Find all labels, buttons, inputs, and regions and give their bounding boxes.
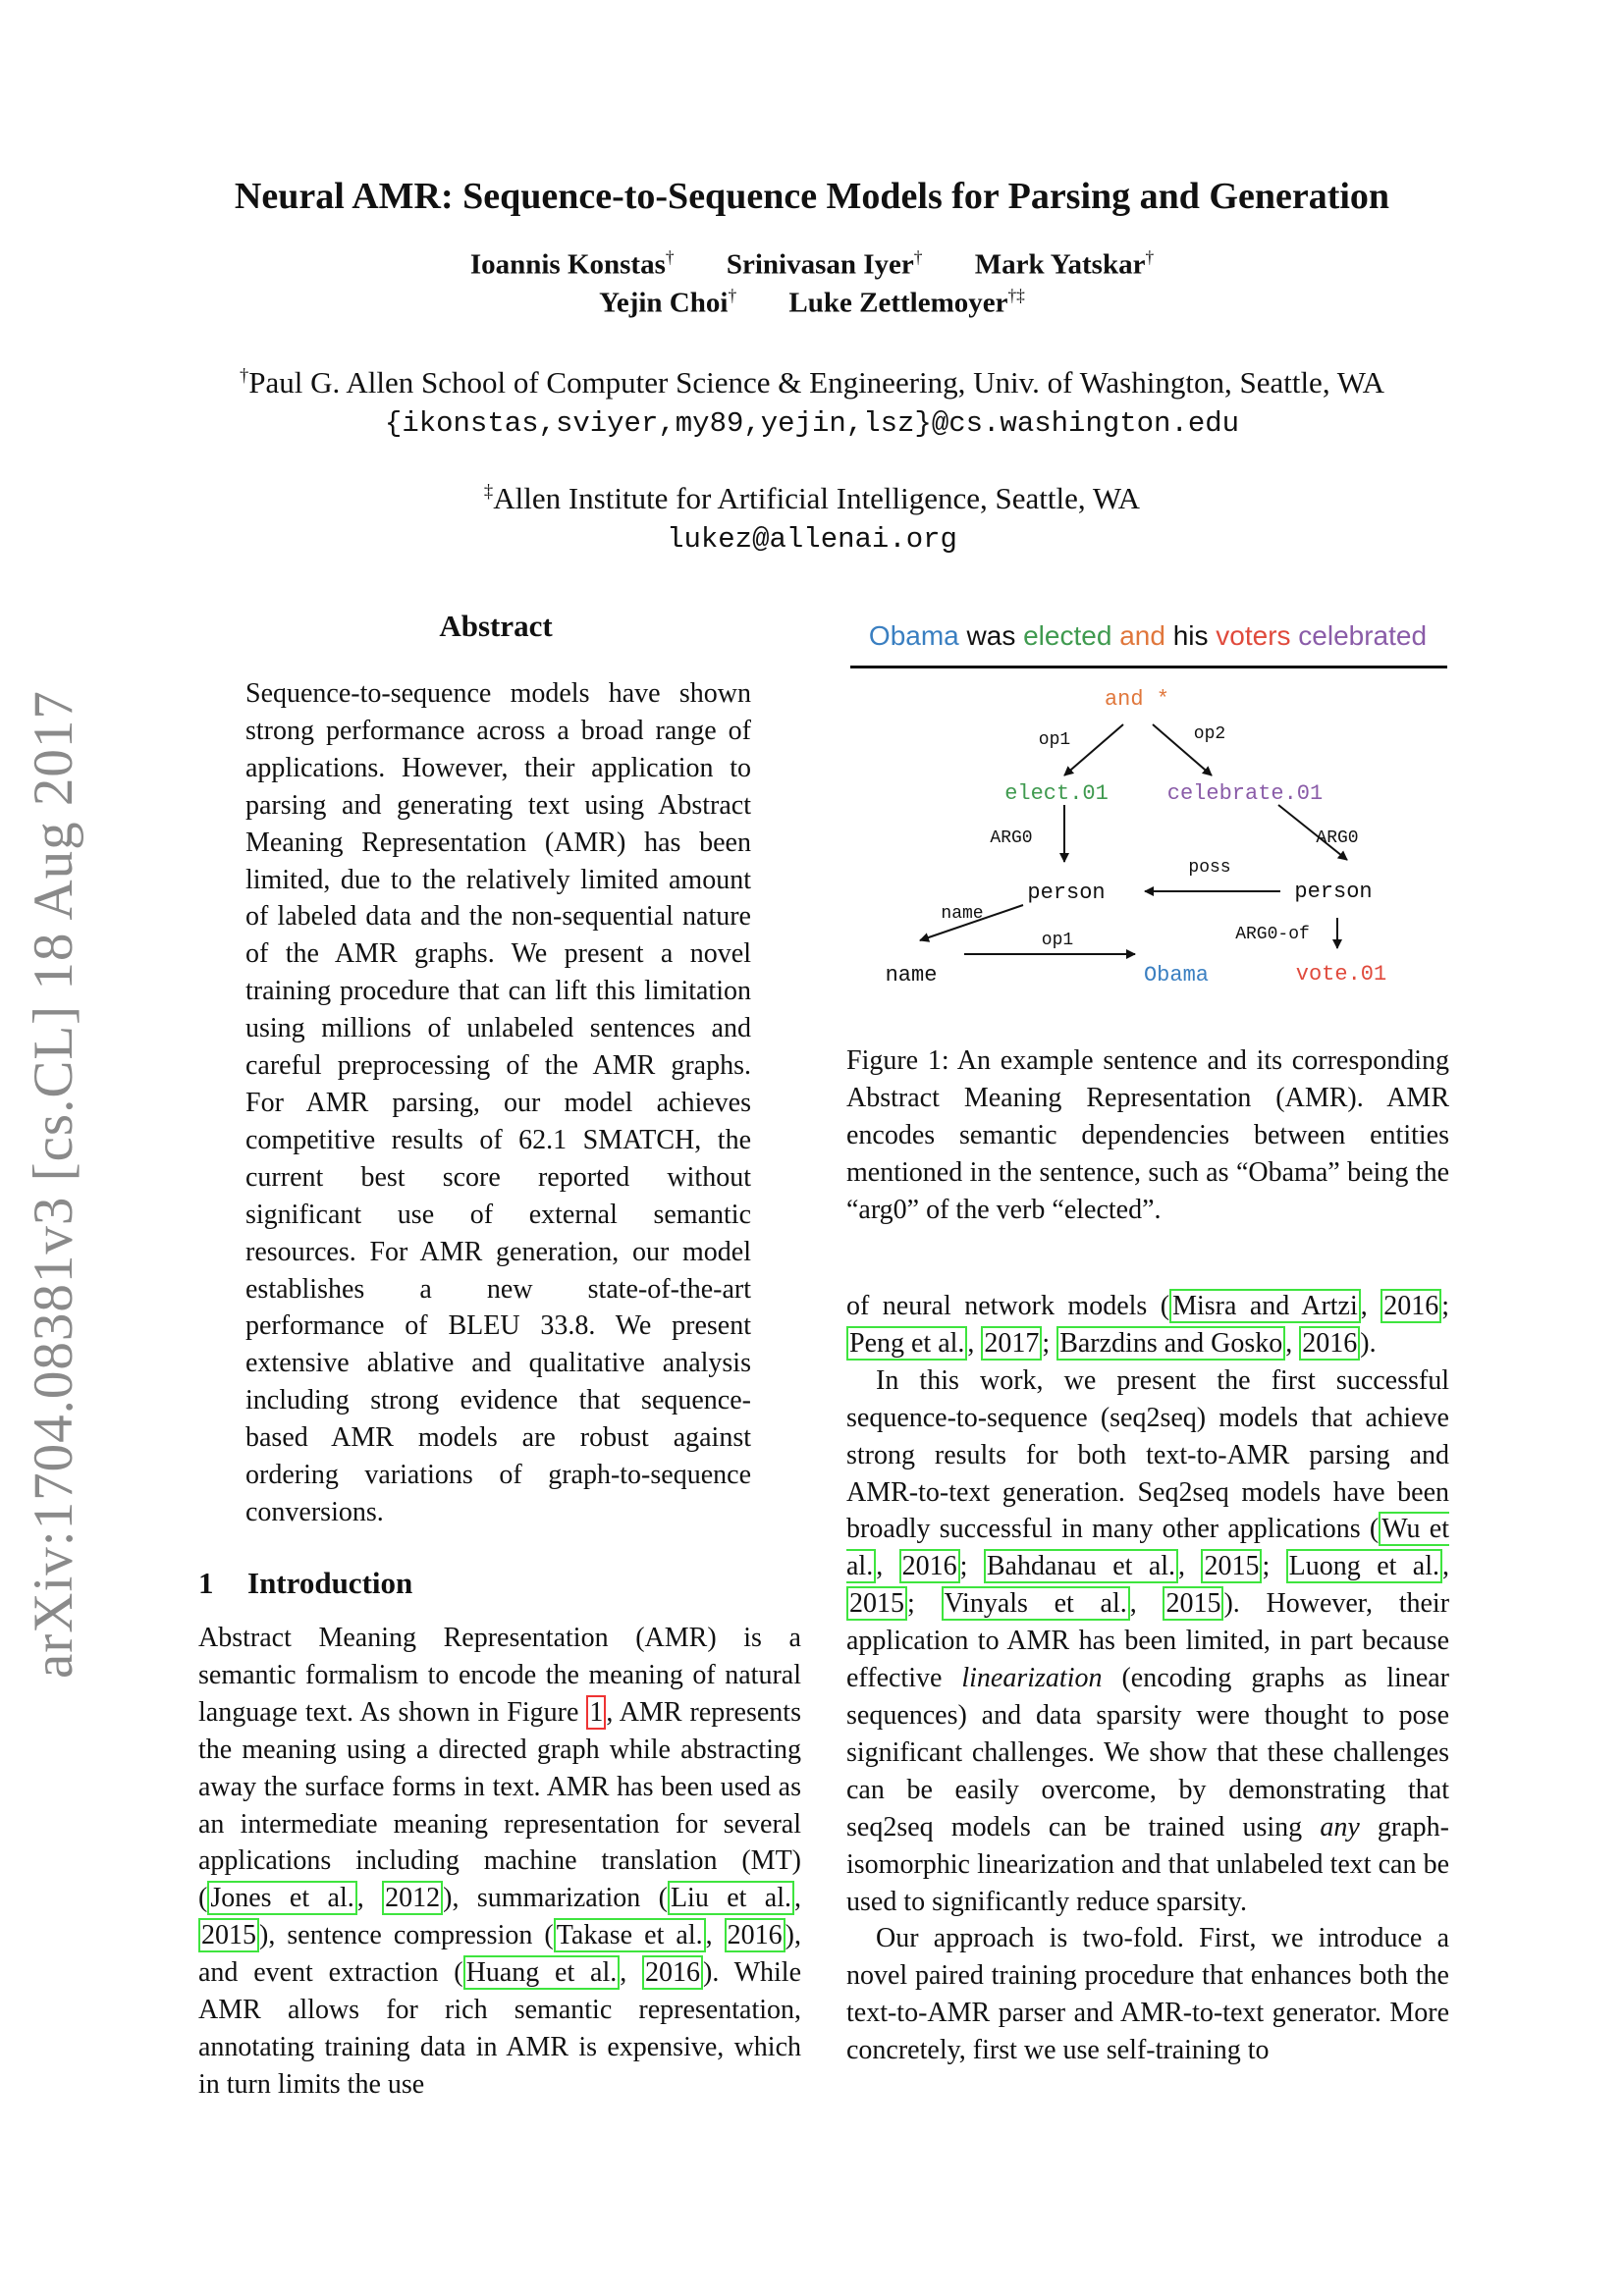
intro-right-column [846, 1288, 1449, 2069]
author-name: Srinivasan Iyer [726, 248, 914, 281]
citation-link[interactable]: Luong et al. [1286, 1549, 1442, 1583]
citation-year-link[interactable]: 2016 [1380, 1289, 1441, 1323]
sentence-word: and [1119, 620, 1165, 651]
edge-label: poss [1188, 858, 1231, 878]
citation-link[interactable]: Jones et al. [207, 1881, 356, 1915]
edge-label: ARG0 [1316, 828, 1359, 848]
citation-link[interactable]: Bahdanau et al. [984, 1549, 1178, 1583]
sentence-word: elected [1023, 620, 1112, 651]
citation-link[interactable]: Vinyals et al. [942, 1586, 1130, 1621]
affiliation-text: Allen Institute for Artificial Intelligence, Seattle, WA [493, 481, 1141, 515]
citation-year-link[interactable]: 2017 [981, 1326, 1042, 1361]
emphasis: linearization [961, 1663, 1103, 1694]
node-person-2: person [1294, 880, 1373, 904]
edge-label: ARG0-of [1235, 925, 1310, 944]
author-name: Yejin Choi [599, 287, 729, 319]
figure-ref[interactable]: 1 [586, 1695, 606, 1730]
intro-paragraph-3: Our approach is two-fold. First, we introduce a novel paired training procedure that enhances both the text-to-AMR parser and AMR-to-text generator. More concretely, first we use self-training to [846, 1923, 1449, 2066]
citation-year-link[interactable]: 2016 [725, 1918, 785, 1952]
figure-sentence [846, 620, 1449, 652]
citation-link[interactable]: Peng et al. [846, 1326, 967, 1361]
author-name: Mark Yatskar [974, 248, 1146, 281]
citation-year-link[interactable]: 2016 [642, 1955, 703, 1990]
citation-link[interactable]: Takase et al. [554, 1918, 706, 1952]
figure-rule [850, 666, 1447, 668]
node-celebrate: celebrate.01 [1166, 781, 1324, 806]
citation-year-link[interactable]: 2015 [846, 1586, 907, 1621]
figure-caption: Figure 1: An example sentence and its corresponding Abstract Meaning Representation (AMR). AMR encodes semantic dependencies between entities mentioned in the sentence, such as “Obama” being the “arg0” of the verb “elected”. [846, 1045, 1449, 1225]
edge-label: ARG0 [990, 828, 1033, 848]
citation-link[interactable]: Barzdins and Gosko [1056, 1326, 1285, 1361]
author-mark: † [913, 247, 923, 267]
edge-label: name [941, 904, 984, 924]
abstract-heading: Abstract [439, 609, 553, 643]
arxiv-stamp: arXiv:1704.08381v3 [cs.CL] 18 Aug 2017 [23, 690, 84, 1679]
author-mark: † [1145, 247, 1155, 267]
paper-title: Neural AMR: Sequence-to-Sequence Models for Parsing and Generation [234, 176, 1390, 217]
citation-year-link[interactable]: 2015 [1163, 1586, 1223, 1621]
author-name: Luke Zettlemoyer [788, 287, 1008, 319]
affiliation-text: Paul G. Allen School of Computer Science & Engineering, Univ. of Washington, Seattle, WA [248, 365, 1384, 400]
citation-link[interactable]: Misra and Artzi [1169, 1289, 1361, 1323]
edge-label: op1 [1041, 931, 1074, 950]
citation-link[interactable]: Huang et al. [463, 1955, 621, 1990]
intro-paragraph-continued: of neural network models ( Misra and Artzi , 2016 ; Peng et al. , 2017 ; Barzdins and Gosko , 2016 ). [846, 1291, 1450, 1359]
node-and: and * [1104, 687, 1170, 712]
section-heading [198, 1566, 412, 1601]
citation-year-link[interactable]: 2015 [1201, 1549, 1262, 1583]
node-vote: vote.01 [1295, 962, 1387, 987]
citation-year-link[interactable]: 2016 [1299, 1326, 1360, 1361]
sentence-word: his [1172, 620, 1209, 651]
citation-year-link[interactable]: 2012 [382, 1881, 443, 1915]
edge-label: op1 [1038, 730, 1071, 750]
affiliation-mark: ‡ [483, 481, 494, 503]
abstract-text: Sequence-to-sequence models have shown strong performance across a broad range of applications. However, their application to parsing and generating text using Abstract Meaning Representation (AMR) has been limited, due to the relatively limited amount of labeled data and the non-sequential nature of the AMR graphs. We present a novel training procedure that can lift this limitation using millions of unlabeled sentences and careful preprocessing of the AMR graphs. For AMR parsing, our model achieves competitive results of 62.1 SMATCH, the current best score reported without significant use of external semantic resources. For AMR generation, our model establishes a new state-of-the-art performance of BLEU 33.8. We present extensive ablative and qualitative analysis including strong evidence that sequence-based AMR models are robust against ordering variations of graph-to-sequence conversions. [245, 678, 751, 1527]
authors-line-2 [0, 286, 1624, 320]
author-name: Ioannis Konstas [469, 248, 666, 281]
author-mark: † [665, 247, 675, 267]
email-2: lukez@allenai.org [667, 523, 957, 556]
authors-line-1 [0, 247, 1624, 282]
citation-link[interactable]: Liu et al. [668, 1881, 794, 1915]
citation-link[interactable]: Wu et al. [846, 1514, 1449, 1582]
intro-left-column [198, 1620, 801, 2104]
section-title: Introduction [247, 1566, 413, 1600]
sentence-word: Obama [868, 620, 959, 651]
section-number: 1 [198, 1566, 214, 1600]
node-person-1: person [1027, 881, 1106, 905]
node-elect: elect.01 [1004, 781, 1109, 806]
author-mark: †‡ [1007, 286, 1025, 305]
sentence-word: voters [1216, 620, 1291, 651]
emphasis: any [1320, 1811, 1360, 1842]
intro-paragraph-2: In this work, we present the first successful sequence-to-sequence (seq2seq) models that achieve strong results for both text-to-AMR parsing and AMR-to-text generation. Seq2seq models have been broadly successful in many other applications ( Wu et al. , 2016 ; Bahdanau et al. , 2015 ; Luong et al. , 2015 ; Vinyals et al. , 2015 ). However, their application to AMR has been limited, in part because effective linearization (encoding graphs as linear sequences) and data sparsity were thought to pose significant challenges. We show that these challenges can be easily overcome, by demonstrating that seq2seq models can be trained using any graph-isomorphic linearization and that unlabeled text can be used to significantly reduce sparsity. [846, 1364, 1450, 1917]
sentence-word: was [966, 620, 1016, 651]
citation-year-link[interactable]: 2015 [198, 1918, 259, 1952]
node-obama: Obama [1143, 963, 1210, 988]
edge-op1-top [1064, 724, 1123, 775]
author-mark: † [728, 286, 737, 305]
sentence-word: celebrated [1298, 620, 1428, 651]
node-name: name [885, 963, 938, 988]
citation-year-link[interactable]: 2016 [899, 1549, 960, 1583]
intro-paragraph-1: Abstract Meaning Representation (AMR) is a semantic formalism to encode the meaning of natural language text. As shown in Figure 1 , AMR represents the meaning using a directed graph while abstracting away the surface forms in text. AMR has been used as an intermediate meaning representation for several applications including machine translation (MT) ( Jones et al. , 2012 ), summarization ( Liu et al. , 2015 ), sentence compression ( Takase et al. , 2016 ), and event extraction ( Huang et al. , 2016 ). While AMR allows for rich semantic representation, annotating training data in AMR is expensive, which in turn limits the use [198, 1623, 801, 2100]
email-1: {ikonstas,sviyer,my89,yejin,lsz}@cs.washington.edu [384, 407, 1240, 440]
affiliation-1 [0, 365, 1624, 400]
affiliation-mark: † [240, 365, 249, 387]
edge-label: op2 [1193, 724, 1226, 744]
amr-graph [846, 677, 1449, 1001]
affiliation-2 [0, 481, 1624, 516]
